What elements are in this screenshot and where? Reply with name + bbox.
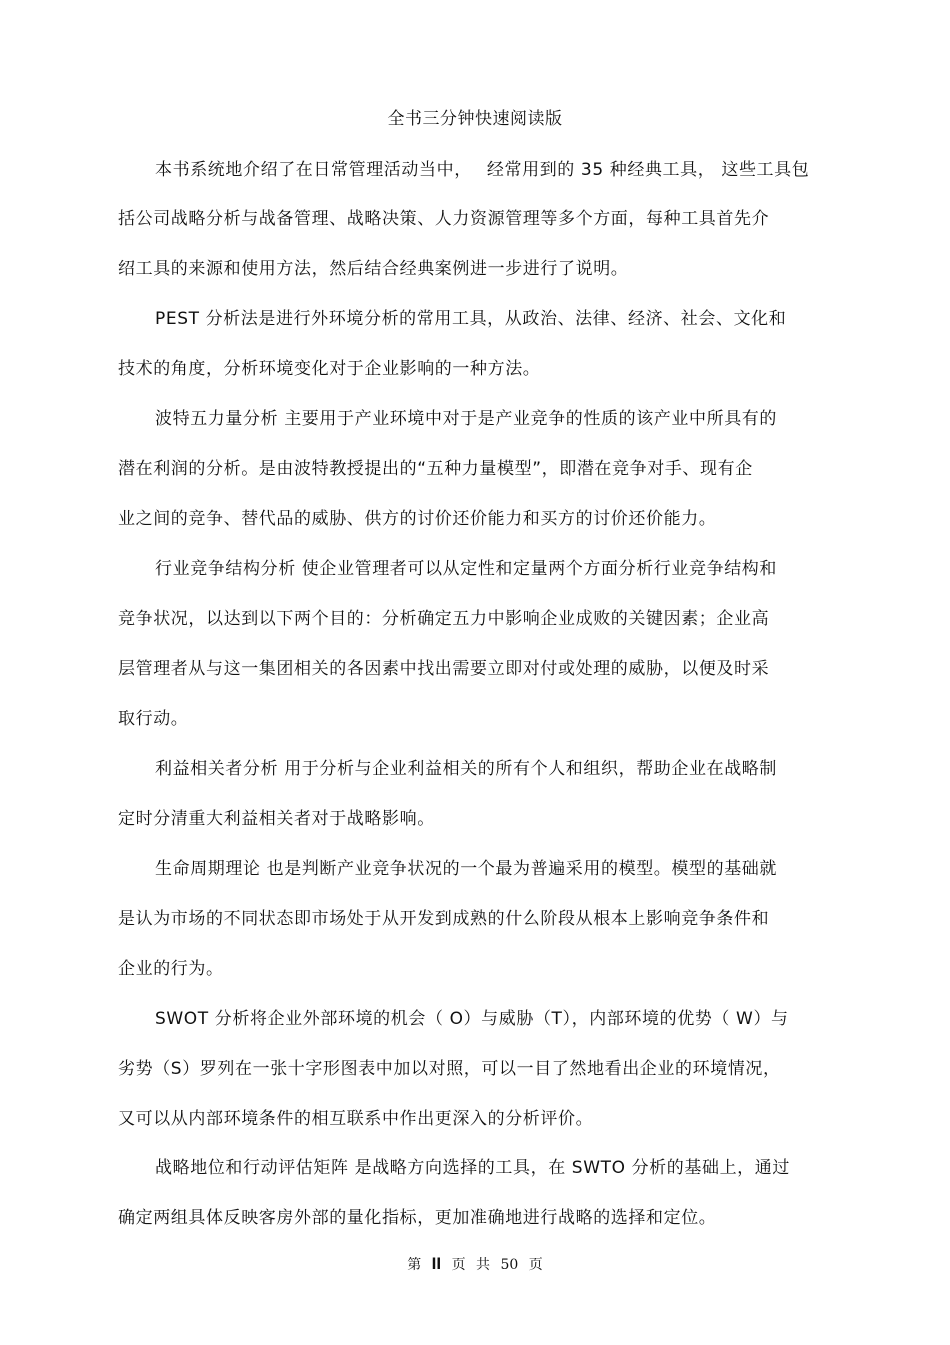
paragraph-line: 行业竞争结构分析 使企业管理者可以从定性和定量两个方面分析行业竞争结构和	[155, 559, 778, 579]
paragraph-line: 利益相关者分析 用于分析与企业利益相关的所有个人和组织，帮助企业在战略制	[155, 759, 778, 779]
paragraph-line: 劣势（S）罗列在一张十字形图表中加以对照，可以一目了然地看出企业的环境情况，	[118, 1059, 781, 1079]
paragraph-line: PEST 分析法是进行外环境分析的常用工具，从政治、法律、经济、社会、文化和	[155, 309, 787, 329]
paragraph-line: 取行动。	[118, 709, 189, 729]
paragraph-line: 是认为市场的不同状态即市场处于从开发到成熟的什么阶段从根本上影响竞争条件和	[118, 909, 770, 929]
footer-suffix: 页	[528, 1257, 543, 1273]
paragraph-line: 绍工具的来源和使用方法，然后结合经典案例进一步进行了说明。	[118, 259, 629, 279]
paragraph-line: 定时分清重大利益相关者对于战略影响。	[118, 809, 435, 829]
paragraph-line: 波特五力量分析 主要用于产业环境中对于是产业竞争的性质的该产业中所具有的	[155, 409, 778, 429]
footer-middle: 页 共	[451, 1257, 491, 1273]
paragraph-line: 本书系统地介绍了在日常管理活动当中， 经常用到的 35 种经典工具， 这些工具包	[155, 160, 810, 180]
paragraph-line: 竞争状况，以达到以下两个目的：分析确定五力中影响企业成败的关键因素；企业高	[118, 609, 770, 629]
document-title: 全书三分钟快速阅读版	[387, 109, 563, 129]
paragraph-line: 企业的行为。	[118, 959, 224, 979]
paragraph-line: 战略地位和行动评估矩阵 是战略方向选择的工具，在 SWTO 分析的基础上，通过	[155, 1158, 790, 1178]
page-number: II	[431, 1254, 442, 1273]
paragraph-line: 确定两组具体反映客房外部的量化指标，更加准确地进行战略的选择和定位。	[118, 1208, 717, 1228]
paragraph-line: 生命周期理论 也是判断产业竞争状况的一个最为普遍采用的模型。模型的基础就	[155, 859, 778, 879]
paragraph-line: 技术的角度，分析环境变化对于企业影响的一种方法。	[118, 359, 541, 379]
paragraph-line: 括公司战略分析与战备管理、战略决策、人力资源管理等多个方面，每种工具首先介	[118, 209, 770, 229]
page-footer	[0, 1254, 950, 1274]
footer-prefix: 第	[407, 1257, 422, 1273]
paragraph-line: SWOT 分析将企业外部环境的机会（ O）与威胁（T），内部环境的优势（ W）与	[155, 1009, 789, 1029]
paragraph-line: 层管理者从与这一集团相关的各因素中找出需要立即对付或处理的威胁，以便及时采	[118, 659, 770, 679]
paragraph-line: 潜在利润的分析。是由波特教授提出的“五种力量模型”，即潜在竞争对手、现有企	[118, 459, 753, 479]
paragraph-line: 又可以从内部环境条件的相互联系中作出更深入的分析评价。	[118, 1109, 594, 1129]
total-pages: 50	[500, 1257, 519, 1273]
paragraph-line: 业之间的竞争、替代品的威胁、供方的讨价还价能力和买方的讨价还价能力。	[118, 509, 717, 529]
